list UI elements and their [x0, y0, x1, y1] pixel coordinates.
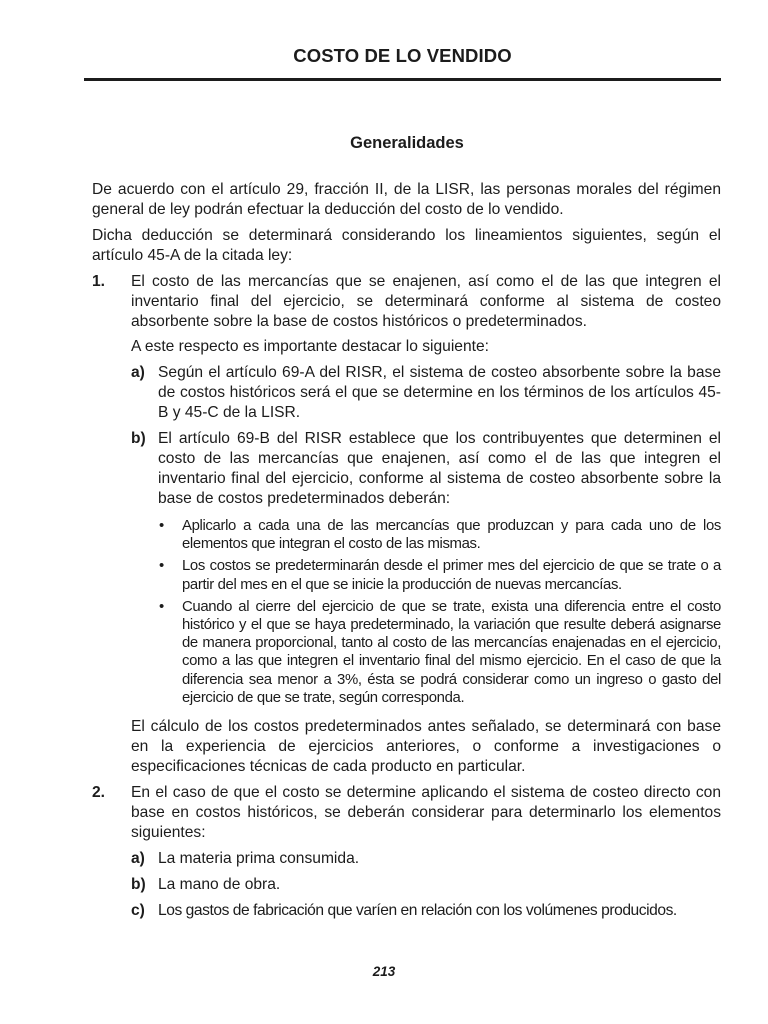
bullet-text: Los costos se predeterminarán desde el primer mes del ejercicio de que se trate o a partir del mes en el que se inicie la producción de nuevas mercancías. — [182, 558, 721, 593]
item-body — [131, 783, 721, 927]
bullet-text: Aplicarlo a cada una de las mercancías que produzcan y para cada uno de los elementos que integran el costo de las mismas. — [182, 518, 721, 553]
bullet-icon: • — [159, 598, 164, 615]
subitem-letter: c) — [131, 902, 145, 920]
subitem-body — [158, 429, 721, 711]
running-header-title: COSTO DE LO VENDIDO — [293, 45, 512, 66]
item-text: En el caso de que el costo se determine aplicando el sistema de costeo directo con base en costos históricos, se deberán considerar para determinarlo los elementos siguientes: — [131, 784, 721, 842]
subitem-text: Los gastos de fabricación que varíen en relación con los volúmenes producidos. — [158, 902, 677, 920]
subitem-b — [131, 429, 721, 711]
subitem-a — [131, 363, 721, 423]
section-title: Generalidades — [350, 134, 464, 152]
bullet-text: Cuando al cierre del ejercicio de que se trate, exista una diferencia entre el costo histórico y el que se haya predeterminado, la variación que resulte deberá asignarse de manera proporcional, tanto al costo de las mercancías enajenadas en el ejercicio, como a las que integren el inventario final del mismo ejercicio. En el caso de que la diferencia sea menor a 3%, ésta se podrá considerar como un ingreso o gasto del ejercicio de que se trate, según corresponda. — [182, 598, 721, 706]
lead-paragraph: Dicha deducción se determinará considerando los lineamientos siguientes, según el artículo 45-A de la citada ley: — [92, 227, 721, 264]
bullet-item — [158, 557, 721, 593]
subitem-c — [131, 901, 721, 921]
subitem-text: El artículo 69-B del RISR establece que los contribuyentes que determinen el costo de las mercancías que enajenen, así como el de las que integren el inventario final del ejercicio, conforme al sistema de costeo absorbente sobre la base de costos predeterminados deberán: — [158, 430, 721, 507]
bullet-icon: • — [159, 518, 164, 534]
bullet-icon: • — [159, 558, 164, 575]
page-number: 213 — [372, 964, 396, 979]
subitem-text: Según el artículo 69-A del RISR, el sistema de costeo absorbente sobre la base de costos históricos será el que se determine en los términos de los artículos 45-B y 45-C de la LISR. — [158, 364, 721, 421]
subitem-letter: a) — [131, 850, 145, 868]
item-intro: A este respecto es importante destacar lo siguiente: — [131, 338, 489, 355]
header-rule — [84, 78, 721, 81]
subitem-letter: b) — [131, 876, 146, 894]
subitem-letter: b) — [131, 430, 146, 447]
intro-paragraph: De acuerdo con el artículo 29, fracción II, de la LISR, las personas morales del régimen general de ley podrán efectuar la deducción del costo de lo vendido. — [92, 181, 721, 218]
subitem-letter: a) — [131, 364, 145, 381]
item-body — [131, 272, 721, 783]
numbered-item-1 — [92, 272, 721, 783]
bullet-item — [158, 598, 721, 707]
numbered-item-2 — [92, 783, 721, 927]
item-number: 2. — [92, 784, 106, 802]
document-body — [92, 180, 721, 927]
subitem-text: La materia prima consumida. — [158, 850, 360, 868]
item-text: El costo de las mercancías que se enajenen, así como el de las que integren el inventario final del ejercicio, se determinará conforme al sistema de costeo absorbente sobre la base de costos históricos o predeterminados. — [131, 273, 721, 330]
subitem-a — [131, 849, 721, 869]
subitem-b — [131, 875, 721, 895]
item-closing: El cálculo de los costos predeterminados antes señalado, se determinará con base en la experiencia de ejercicios anteriores, o conforme a investigaciones o especificaciones técnicas de cada producto en particular. — [131, 718, 721, 776]
bullet-list — [158, 517, 721, 707]
subitem-text: La mano de obra. — [158, 876, 281, 894]
bullet-item — [158, 517, 721, 553]
item-number: 1. — [92, 273, 106, 290]
